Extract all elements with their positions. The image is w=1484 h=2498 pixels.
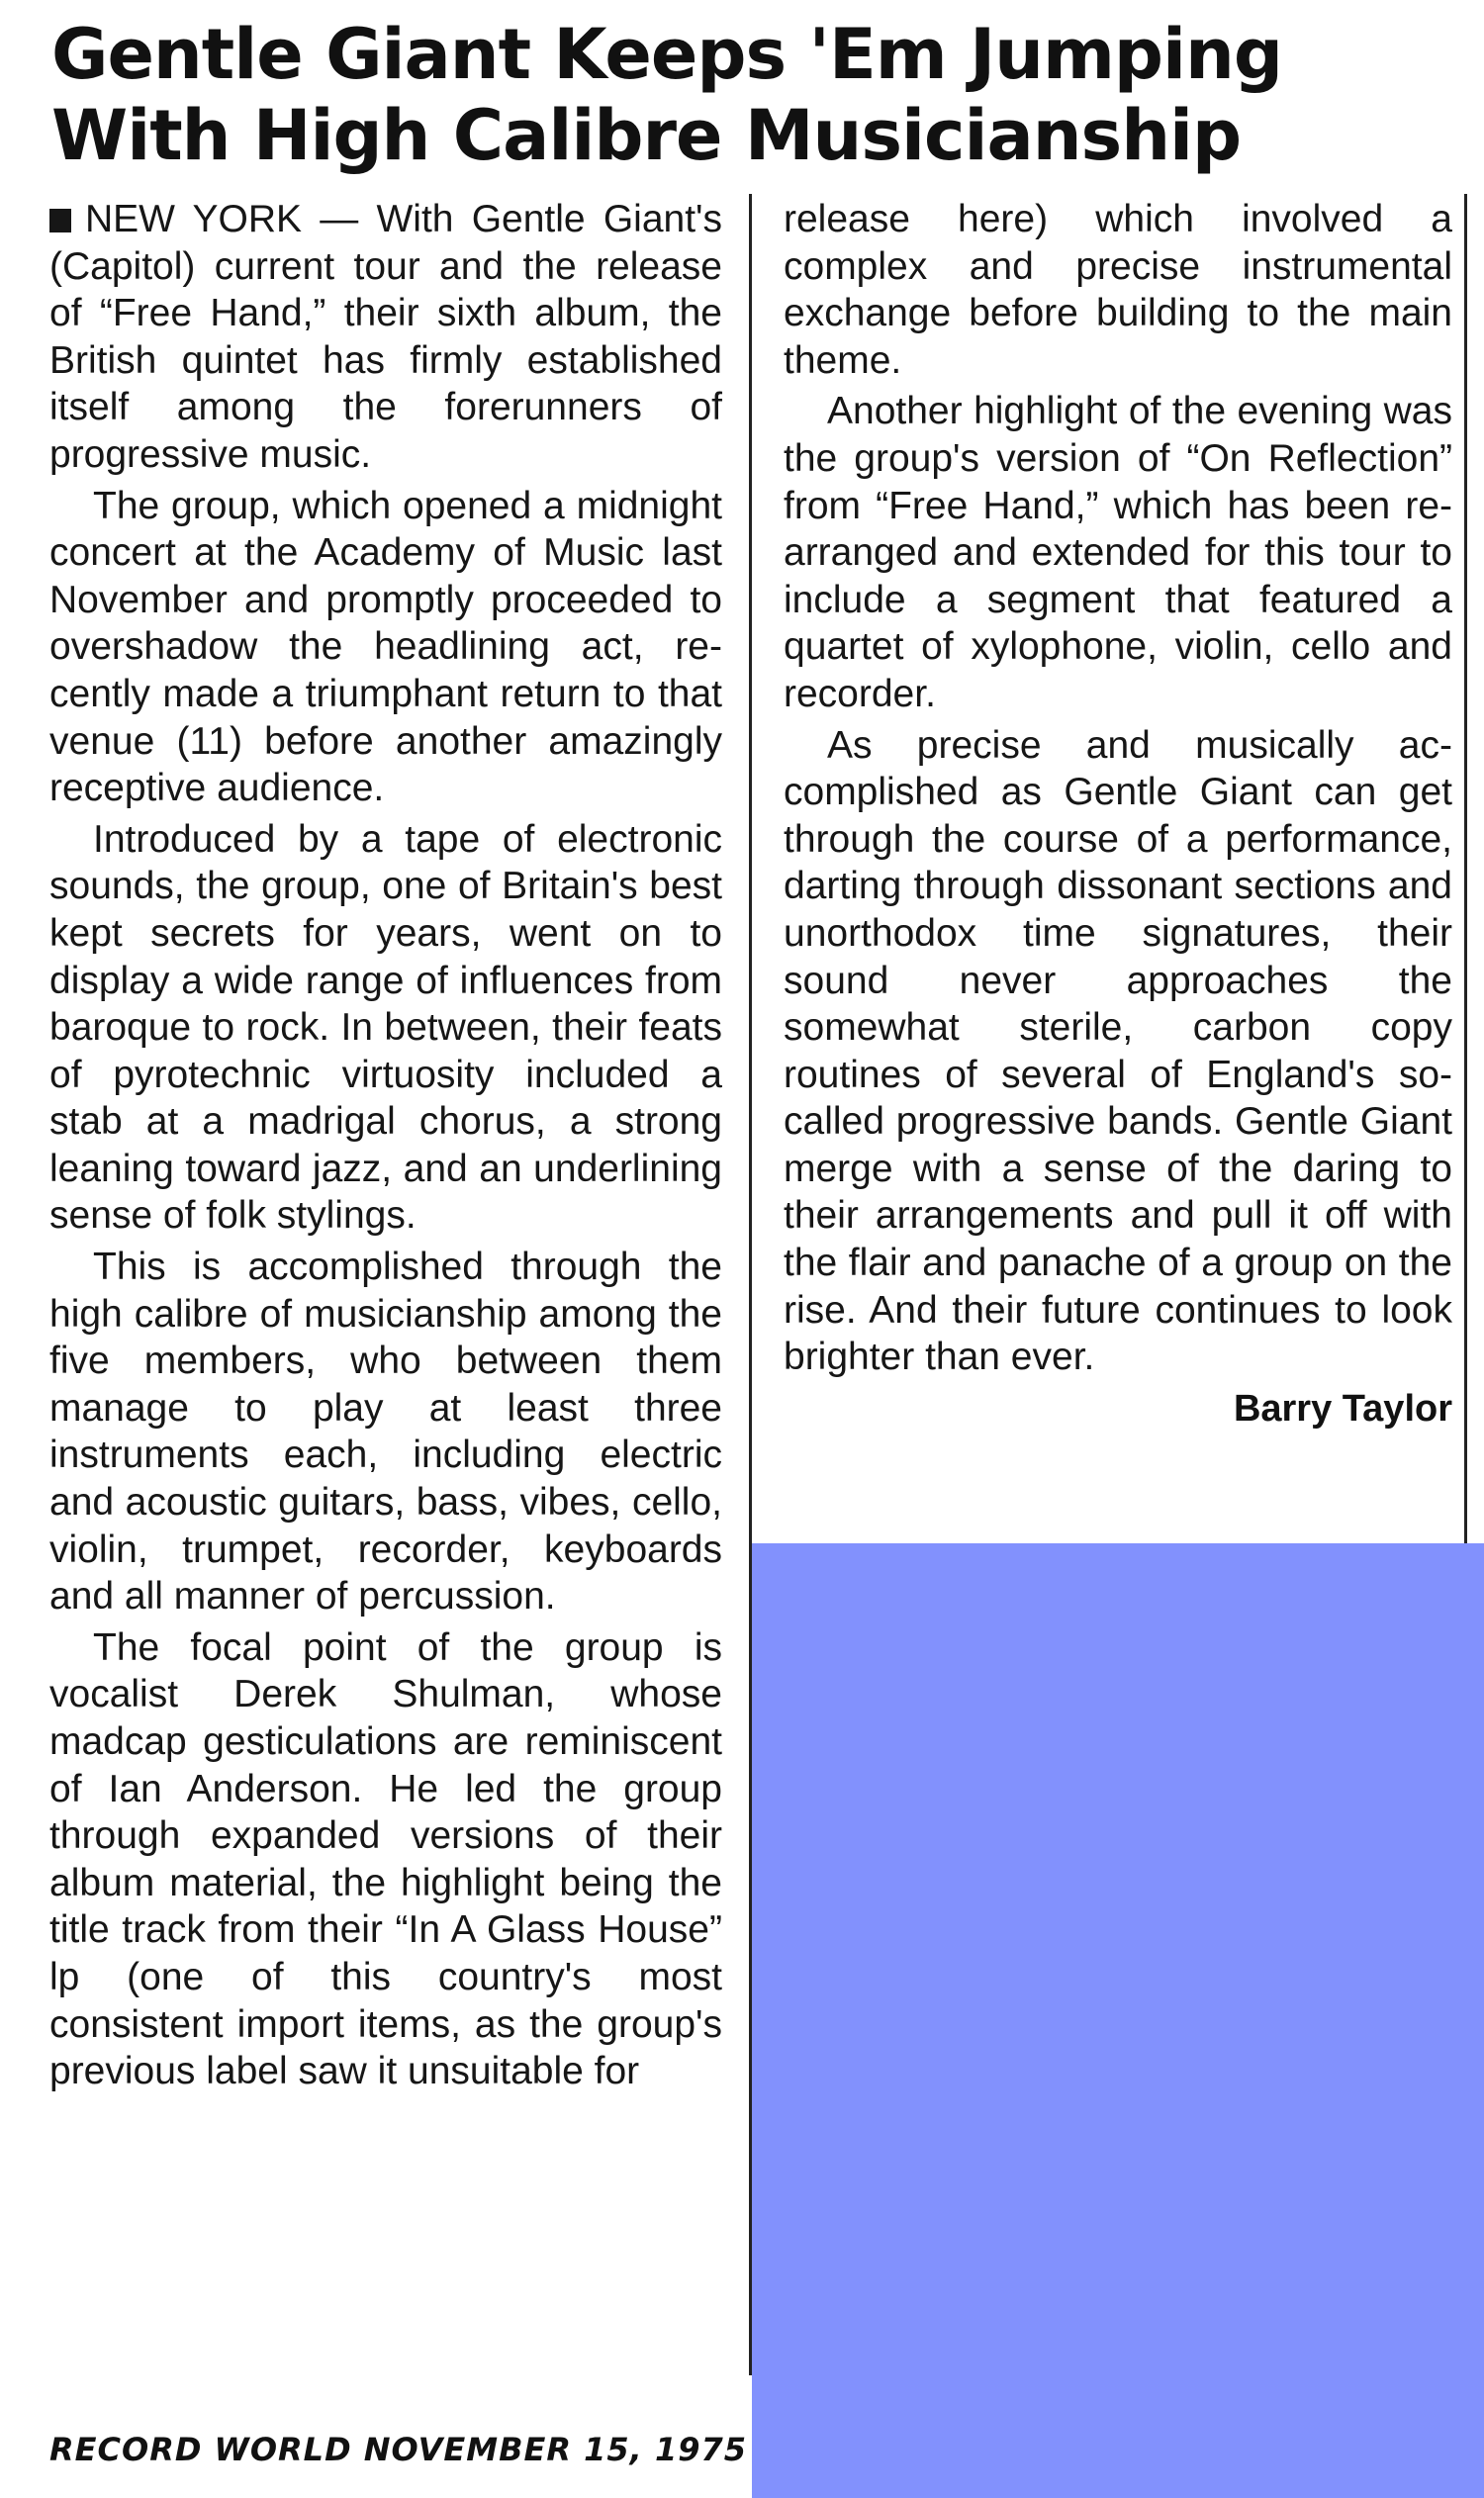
- article-paragraph-2: The group, which opened a midnight concert at the Academy of Music last November and promptly proceeded to overshadow the headlining act, recently made a triumphant return to that venue (11) before another amazingly receptive audience.: [49, 484, 722, 810]
- page-footer: RECORD WORLD NOVEMBER 15, 1975: [49, 2431, 747, 2468]
- bullet-square-icon: [49, 209, 71, 232]
- redacted-block: [752, 1543, 1484, 2498]
- headline-line-2: With High Calibre Musicianship: [51, 95, 1242, 176]
- article-paragraph-5: The focal point of the group is vocalist Derek Shulman, whose madcap gesticulations are reminiscent of Ian Anderson. He led the group through expanded versions of their album material, the highlight being the title track from their “In A Glass House” lp (one of this country's most consistent import items, as the group's previous label saw it unsuitable for: [49, 1625, 722, 2093]
- article-paragraph-1: [49, 196, 722, 479]
- article-paragraph-6: release here) which involved a complex and precise instrumental exchange before building to the main theme.: [784, 198, 1452, 382]
- paragraph-text: NEW YORK — With Gentle Giant's (Capitol) current tour and the release of “Free Hand,” their sixth album, the British quintet has firmly established itself among the forerunners of progressive music.: [49, 198, 722, 476]
- article-paragraph-8: As precise and musically accomplished as Gentle Giant can get through the course of a performance, darting through dissonant sections and unorthodox time signatures, their sound never approaches the somewhat sterile, carbon copy routines of several of England's so-called progressive bands. Gentle Giant merge with a sense of the daring to their arrangements and pull it off with the flair and panache of a group on the rise. And their future continues to look brighter than ever.: [784, 723, 1452, 1379]
- article-headline: [51, 14, 1456, 176]
- article-column-right: [784, 196, 1452, 1433]
- right-border-rule: [1464, 194, 1467, 1543]
- article-paragraph-7: Another highlight of the evening was the group's version of “On Reflection” from “Free Hand,” which has been re-arranged and extended for this tour to include a segment that featured a quartet of xylophone, violin, cello and recorder.: [784, 390, 1452, 715]
- article-paragraph-4: This is accomplished through the high calibre of musicianship among the five members, who between them manage to play at least three instruments each, including electric and acoustic guitars, bass, vibes, cello, violin, trumpet, recorder, keyboards and all manner of percussion.: [49, 1246, 722, 1619]
- article-paragraph-3: Introduced by a tape of electronic sounds, the group, one of Britain's best kept secrets for years, went on to display a wide range of influences from baroque to rock. In between, their feats of pyrotechnic virtuosity included a stab at a madrigal chorus, a strong leaning toward jazz, and an underlining sense of folk stylings.: [49, 817, 722, 1238]
- article-byline: Barry Taylor: [1233, 1387, 1452, 1430]
- article-column-left: [49, 196, 722, 2099]
- headline-line-1: Gentle Giant Keeps 'Em Jumping: [51, 14, 1282, 95]
